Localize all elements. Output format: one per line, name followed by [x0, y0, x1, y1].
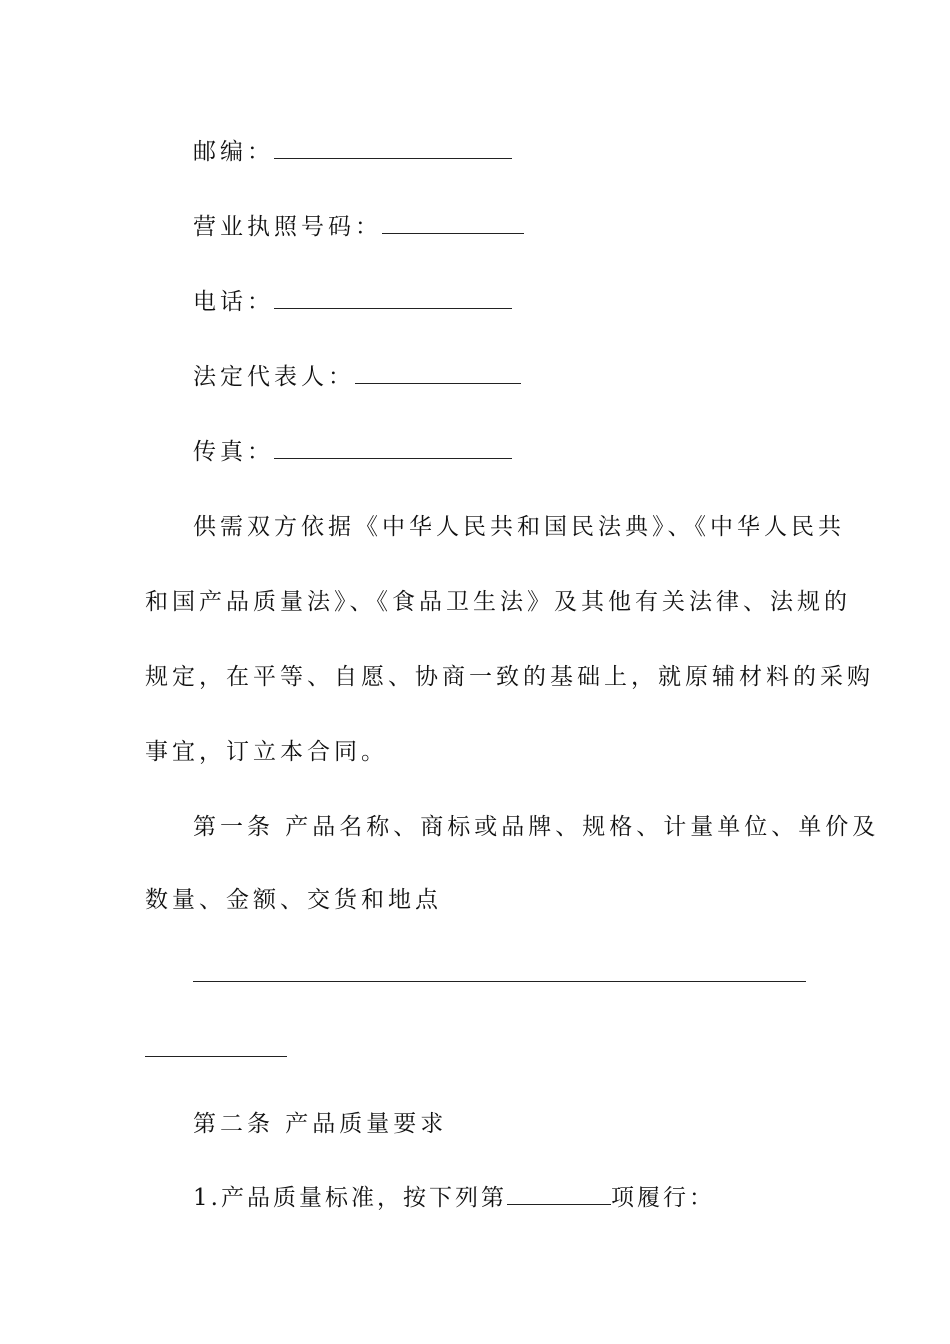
phone-blank[interactable] — [274, 288, 512, 309]
fax-blank[interactable] — [274, 438, 512, 459]
postcode-label: 邮编： — [193, 139, 274, 165]
article2-item-1-blank[interactable] — [507, 1184, 611, 1205]
preamble-line-1: 供需双方依据《中华人民共和国民法典》、《中华人民共 — [193, 514, 845, 540]
legal-rep-blank[interactable] — [355, 363, 521, 384]
article2-item-1-suffix: 项履行： — [610, 1185, 715, 1211]
article1-line-1: 第一条 产品名称、商标或品牌、规格、计量单位、单价及 — [193, 814, 880, 840]
article2-item-1-text: 1.产品质量标准，按下列第 — [193, 1185, 507, 1211]
preamble-line-2: 和国产品质量法》、《食品卫生法》及其他有关法律、法规的 — [145, 589, 851, 615]
fax-label: 传真： — [193, 439, 274, 465]
postcode-blank[interactable] — [274, 138, 512, 159]
article1-line-2: 数量、金额、交货和地点 — [145, 887, 442, 913]
preamble-line-4: 事宜，订立本合同。 — [145, 739, 388, 765]
license-blank[interactable] — [382, 213, 524, 234]
article1-fill-line-1[interactable] — [193, 981, 806, 982]
article1-fill-line-2[interactable] — [145, 1056, 287, 1057]
fax-row — [193, 437, 512, 467]
license-label: 营业执照号码： — [193, 214, 382, 240]
preamble-line-3: 规定，在平等、自愿、协商一致的基础上，就原辅材料的采购 — [145, 664, 874, 690]
legal-rep-label: 法定代表人： — [193, 364, 355, 390]
phone-row — [193, 287, 512, 317]
postcode-row — [193, 137, 512, 167]
article2-heading: 第二条 产品质量要求 — [193, 1111, 448, 1137]
article2-item-1 — [193, 1183, 715, 1213]
legal-rep-row — [193, 362, 521, 392]
license-row — [193, 212, 524, 242]
phone-label: 电话： — [193, 289, 274, 315]
